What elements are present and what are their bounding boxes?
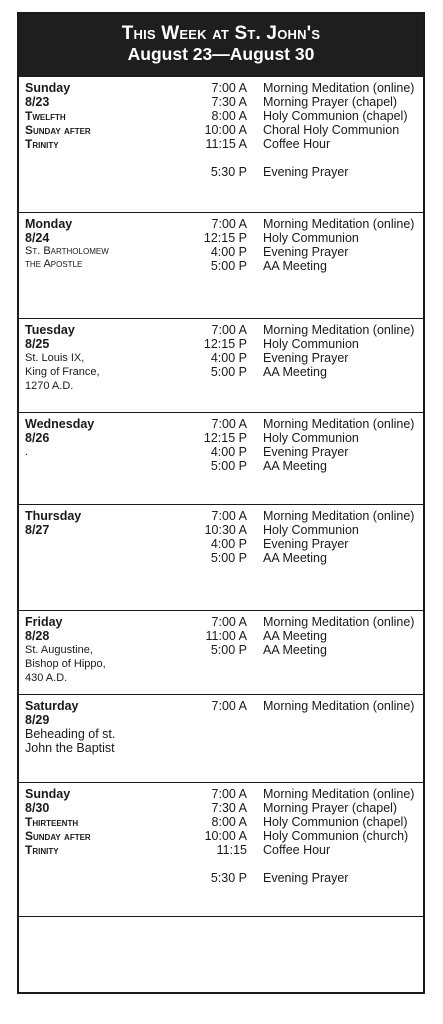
event-name: AA Meeting xyxy=(263,629,327,643)
day-note: King of France, xyxy=(25,366,100,378)
day-note: Bishop of Hippo, xyxy=(25,658,106,670)
event-time: 11:00 A xyxy=(205,629,247,643)
event-row xyxy=(189,551,419,565)
event-row xyxy=(189,323,419,337)
day-note: the Apostle xyxy=(25,258,83,270)
event-time: 10:30 A xyxy=(204,523,247,537)
event-name: Morning Meditation (online) xyxy=(263,81,415,95)
event-time: 7:30 A xyxy=(211,95,247,109)
event-time: 5:00 P xyxy=(210,459,247,473)
day-date: 8/29 xyxy=(25,713,50,727)
day-name: Sunday xyxy=(25,787,71,801)
day-label xyxy=(25,323,145,393)
event-name: Morning Meditation (online) xyxy=(263,217,415,231)
event-time: 12:15 P xyxy=(203,431,247,445)
event-time: 5:30 P xyxy=(210,165,247,179)
day-note: Sunday after xyxy=(25,829,91,843)
event-name: AA Meeting xyxy=(263,551,327,565)
event-time: 7:00 A xyxy=(211,417,247,431)
event-row xyxy=(189,123,419,137)
event-name: Morning Prayer (chapel) xyxy=(263,95,398,109)
event-row xyxy=(189,643,419,657)
day-name: Tuesday xyxy=(25,323,75,337)
event-row xyxy=(189,615,419,629)
event-list xyxy=(189,81,419,179)
event-name: Morning Meditation (online) xyxy=(263,787,415,801)
event-name: AA Meeting xyxy=(263,643,327,657)
event-name: Holy Communion (church) xyxy=(263,829,409,843)
day-date: 8/26 xyxy=(25,431,50,445)
event-row xyxy=(189,699,419,713)
day-label xyxy=(25,787,145,857)
day-note: 1270 A.D. xyxy=(25,380,74,392)
event-time: 7:00 A xyxy=(211,509,247,523)
event-name: Holy Communion xyxy=(263,337,359,351)
event-name: AA Meeting xyxy=(263,459,327,473)
day-name: Wednesday xyxy=(25,417,95,431)
event-row xyxy=(189,629,419,643)
event-list xyxy=(189,615,419,657)
event-name: Holy Communion xyxy=(263,231,359,245)
event-time: 5:00 P xyxy=(210,365,247,379)
event-time: 5:00 P xyxy=(210,259,247,273)
event-time: 4:00 P xyxy=(210,445,247,459)
event-row xyxy=(189,137,419,151)
day-date: 8/25 xyxy=(25,337,50,351)
day-date: 8/27 xyxy=(25,523,50,537)
header-title: This Week at St. John's xyxy=(121,23,321,44)
event-row xyxy=(189,351,419,365)
event-list xyxy=(189,323,419,379)
day-note: St. Louis IX, xyxy=(25,352,85,364)
event-row xyxy=(189,365,419,379)
day-date: 8/23 xyxy=(25,95,50,109)
empty-section xyxy=(19,916,423,994)
day-note: St. Augustine, xyxy=(25,644,93,656)
day-section xyxy=(19,610,423,694)
event-list xyxy=(189,787,419,885)
day-date: 8/30 xyxy=(25,801,50,815)
event-time: 5:30 P xyxy=(210,871,247,885)
event-time: 8:00 A xyxy=(211,109,247,123)
event-time: 5:00 P xyxy=(210,551,247,565)
event-time: 4:00 P xyxy=(210,537,247,551)
event-time: 10:00 A xyxy=(204,829,247,843)
day-name: Sunday xyxy=(25,81,71,95)
day-name: Thursday xyxy=(25,509,82,523)
event-time: 7:00 A xyxy=(211,323,247,337)
event-row xyxy=(189,787,419,801)
event-name: Morning Meditation (online) xyxy=(263,509,415,523)
day-date: 8/28 xyxy=(25,629,50,643)
event-time: 11:15 xyxy=(216,843,247,857)
event-row xyxy=(189,523,419,537)
day-date: 8/24 xyxy=(25,231,50,245)
day-label xyxy=(25,699,145,755)
event-row xyxy=(189,217,419,231)
event-time: 11:15 A xyxy=(205,137,247,151)
event-name: Morning Meditation (online) xyxy=(263,323,415,337)
event-name: Coffee Hour xyxy=(263,843,331,857)
event-row xyxy=(189,417,419,431)
event-name: Choral Holy Communion xyxy=(263,123,400,137)
day-section xyxy=(19,782,423,916)
day-label xyxy=(25,615,145,685)
event-name: Holy Communion (chapel) xyxy=(263,815,408,829)
schedule-frame xyxy=(17,12,425,994)
event-list xyxy=(189,699,419,713)
schedule-header xyxy=(19,14,423,76)
event-row xyxy=(189,459,419,473)
event-name: Evening Prayer xyxy=(263,537,349,551)
event-name: Evening Prayer xyxy=(263,445,349,459)
day-section xyxy=(19,212,423,318)
day-section xyxy=(19,694,423,782)
day-section xyxy=(19,504,423,610)
event-time: 7:00 A xyxy=(211,699,247,713)
day-note: Sunday after xyxy=(25,123,91,137)
event-time: 12:15 P xyxy=(203,231,247,245)
event-time: 4:00 P xyxy=(210,245,247,259)
day-note: Trinity xyxy=(25,843,59,857)
day-note: Thirteenth xyxy=(25,815,79,829)
event-row xyxy=(189,95,419,109)
event-row xyxy=(189,537,419,551)
day-note: Beheading of st. xyxy=(25,727,116,741)
day-note: St. Bartholomew xyxy=(25,245,109,257)
header-date-range: August 23—August 30 xyxy=(127,44,315,64)
event-row xyxy=(189,165,419,179)
event-row xyxy=(189,81,419,95)
event-name: Morning Meditation (online) xyxy=(263,699,415,713)
event-row xyxy=(189,337,419,351)
event-name: Holy Communion (chapel) xyxy=(263,109,408,123)
event-time: 12:15 P xyxy=(203,337,247,351)
event-time: 7:30 A xyxy=(211,801,247,815)
event-time: 7:00 A xyxy=(211,217,247,231)
event-row xyxy=(189,259,419,273)
event-row xyxy=(189,231,419,245)
day-label xyxy=(25,509,145,537)
day-name: Monday xyxy=(25,217,73,231)
event-name: AA Meeting xyxy=(263,365,327,379)
day-name: Friday xyxy=(25,615,63,629)
day-name: Saturday xyxy=(25,699,79,713)
event-gap xyxy=(189,151,419,165)
day-note: Trinity xyxy=(25,137,59,151)
event-name: Evening Prayer xyxy=(263,351,349,365)
event-time: 4:00 P xyxy=(210,351,247,365)
event-row xyxy=(189,445,419,459)
day-label xyxy=(25,417,145,459)
event-list xyxy=(189,217,419,273)
day-section xyxy=(19,412,423,504)
event-time: 8:00 A xyxy=(211,815,247,829)
day-label xyxy=(25,217,145,271)
day-section xyxy=(19,318,423,412)
event-name: AA Meeting xyxy=(263,259,327,273)
day-note: John the Baptist xyxy=(25,741,115,755)
event-name: Holy Communion xyxy=(263,523,359,537)
event-name: Morning Meditation (online) xyxy=(263,417,415,431)
event-list xyxy=(189,509,419,565)
event-time: 7:00 A xyxy=(211,81,247,95)
event-name: Coffee Hour xyxy=(263,137,331,151)
event-name: Morning Prayer (chapel) xyxy=(263,801,398,815)
day-note: . xyxy=(25,446,29,458)
day-note: Twelfth xyxy=(25,109,66,123)
event-time: 10:00 A xyxy=(204,123,247,137)
event-name: Morning Meditation (online) xyxy=(263,615,415,629)
event-row xyxy=(189,431,419,445)
event-time: 7:00 A xyxy=(211,615,247,629)
event-row xyxy=(189,801,419,815)
event-row xyxy=(189,245,419,259)
day-label xyxy=(25,81,145,151)
event-gap xyxy=(189,857,419,871)
event-name: Evening Prayer xyxy=(263,245,349,259)
event-name: Evening Prayer xyxy=(263,871,349,885)
day-note: 430 A.D. xyxy=(25,672,68,684)
event-name: Evening Prayer xyxy=(263,165,349,179)
event-list xyxy=(189,417,419,473)
event-row xyxy=(189,829,419,843)
event-row xyxy=(189,871,419,885)
event-time: 7:00 A xyxy=(211,787,247,801)
day-section xyxy=(19,76,423,212)
event-row xyxy=(189,843,419,857)
event-time: 5:00 P xyxy=(210,643,247,657)
event-row xyxy=(189,509,419,523)
event-row xyxy=(189,815,419,829)
event-row xyxy=(189,109,419,123)
event-name: Holy Communion xyxy=(263,431,359,445)
